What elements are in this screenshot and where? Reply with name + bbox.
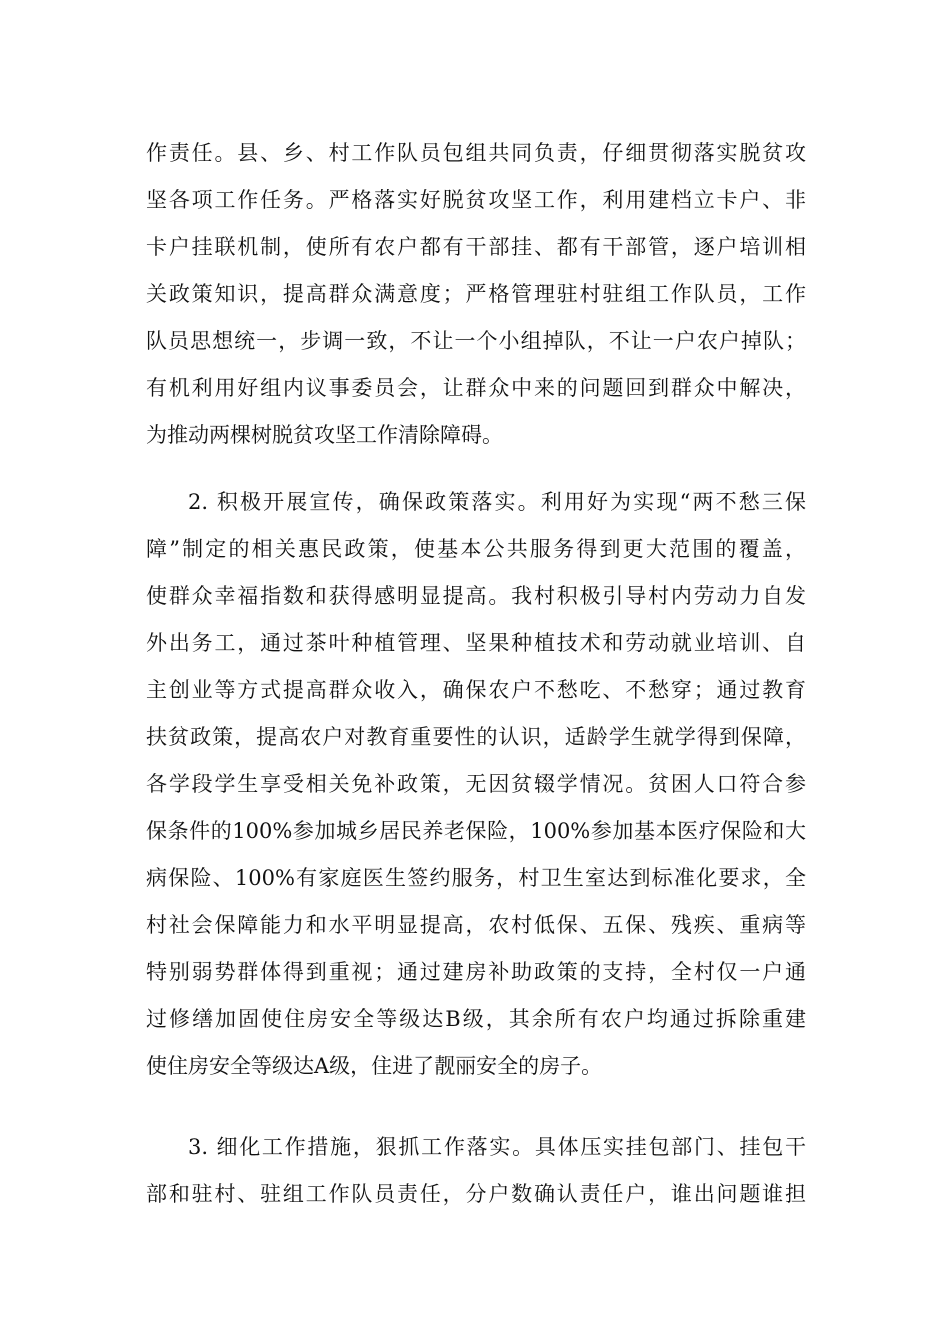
text-line: 坚各项工作任务。严格落实好脱贫攻坚工作，利用建档立卡户、非 — [146, 188, 806, 212]
text-line: 特别弱势群体得到重视；通过建房补助政策的支持，全村仅一户通 — [146, 960, 806, 984]
text-line: 使住房安全等级达A级，住进了靓丽安全的房子。 — [146, 1054, 603, 1078]
text-line: 各学段学生享受相关免补政策，无因贫辍学情况。贫困人口符合参 — [146, 772, 806, 796]
text-line: 过修缮加固使住房安全等级达B级，其余所有农户均通过拆除重建 — [146, 1007, 806, 1031]
text-line: 关政策知识，提高群众满意度；严格管理驻村驻组工作队员，工作 — [146, 282, 806, 306]
text-line: 主创业等方式提高群众收入，确保农户不愁吃、不愁穿；通过教育 — [146, 678, 806, 702]
text-line: 3. 细化工作措施，狠抓工作落实。具体压实挂包部门、挂包干 — [188, 1135, 806, 1159]
text-line: 使群众幸福指数和获得感明显提高。我村积极引导村内劳动力自发 — [146, 584, 806, 608]
text-line: 病保险、100%有家庭医生签约服务，村卫生室达到标准化要求，全 — [146, 866, 806, 890]
text-line: 保条件的100%参加城乡居民养老保险，100%参加基本医疗保险和大 — [146, 819, 806, 843]
text-line: 为推动两棵树脱贫攻坚工作清除障碍。 — [146, 423, 503, 447]
text-line: 2. 积极开展宣传，确保政策落实。利用好为实现“两不愁三保 — [188, 490, 806, 514]
text-line: 有机利用好组内议事委员会，让群众中来的问题回到群众中解决， — [146, 376, 806, 400]
text-line: 外出务工，通过茶叶种植管理、坚果种植技术和劳动就业培训、自 — [146, 631, 806, 655]
text-line: 扶贫政策，提高农户对教育重要性的认识，适龄学生就学得到保障， — [146, 725, 806, 749]
text-line: 队员思想统一，步调一致，不让一个小组掉队，不让一户农户掉队； — [146, 329, 806, 353]
text-line: 作责任。县、乡、村工作队员包组共同负责，仔细贯彻落实脱贫攻 — [146, 141, 806, 165]
text-line: 卡户挂联机制，使所有农户都有干部挂、都有干部管，逐户培训相 — [146, 235, 806, 259]
text-line: 村社会保障能力和水平明显提高，农村低保、五保、残疾、重病等 — [146, 913, 806, 937]
text-line: 部和驻村、驻组工作队员责任，分户数确认责任户，谁出问题谁担 — [146, 1182, 806, 1206]
text-line: 障”制定的相关惠民政策，使基本公共服务得到更大范围的覆盖， — [146, 537, 806, 561]
